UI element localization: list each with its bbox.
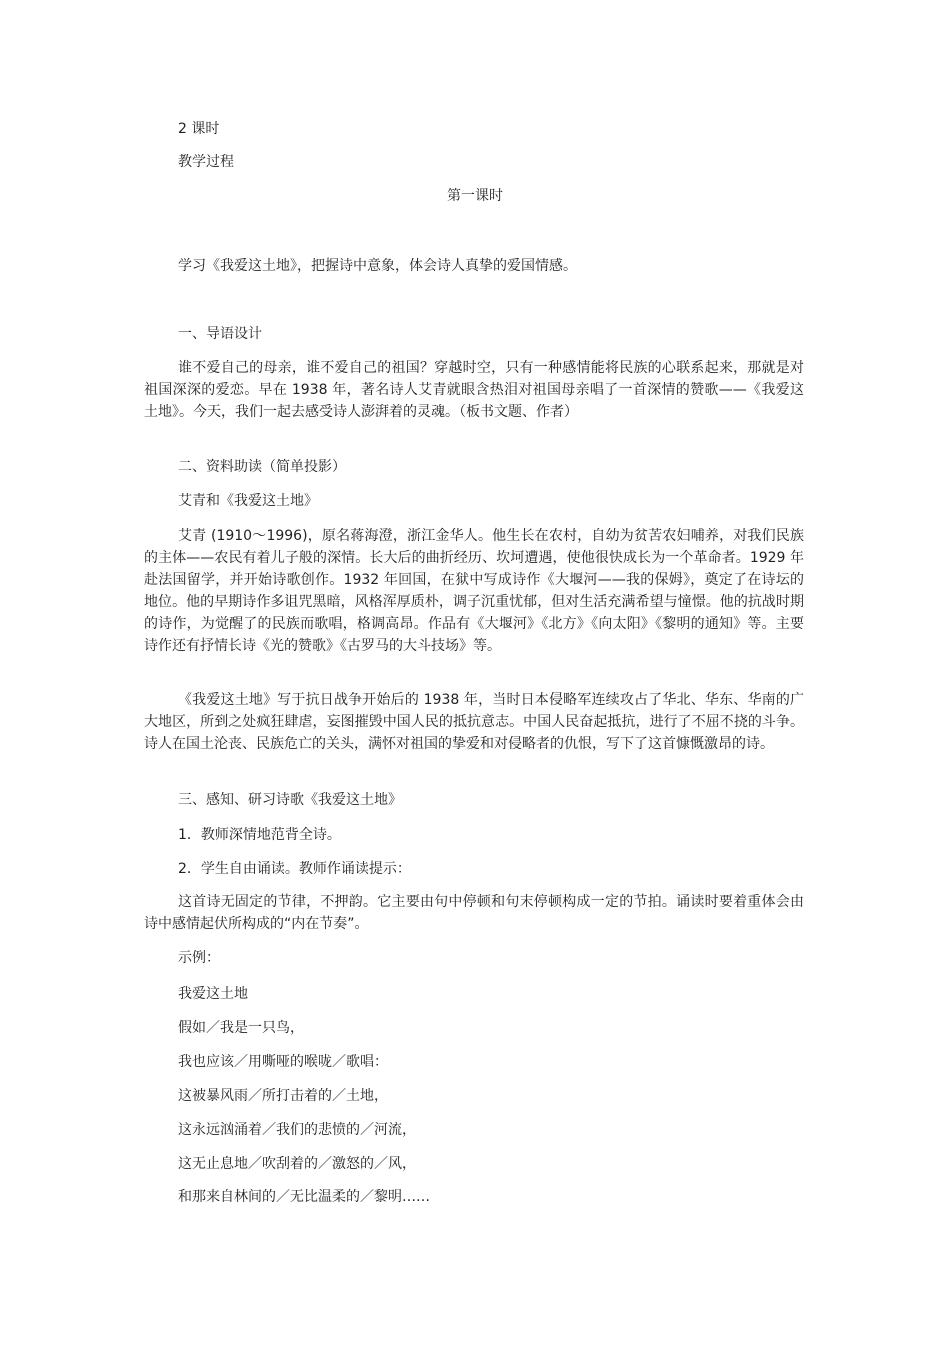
- example-label: 示例：: [178, 950, 220, 966]
- section-heading-materials: 二、资料助读（简单投影）: [178, 459, 346, 475]
- teaching-process-label: 教学过程: [178, 154, 234, 170]
- section-heading-study: 三、感知、研习诗歌《我爱这土地》: [178, 792, 402, 808]
- aiqing-bio-paragraph: 艾青 (1910～1996)，原名蒋海澄，浙江金华人。他生长在农村，自幼为贫苦农妇哺养，对我们民族的主体——农民有着儿子般的深情。长大后的曲折经历、坎坷遭遇，使他很快成长为一个革命者。1929 年赴法国留学，并开始诗歌创作。1932 年回国，在狱中写成诗作《大堰河——我的保姆》，奠定了在诗坛的地位。他的早期诗作多诅咒黑暗，风格浑厚质朴，调子沉重忧郁，但对生活充满希望与憧憬。他的抗战时期的诗作，为觉醒了的民族而歌唱，格调高昂。作品有《大堰河》《北方》《向太阳》《黎明的通知》等。主要诗作还有抒情长诗《光的赞歌》《古罗马的大斗技场》等。: [144, 528, 804, 654]
- materials-subheading: 艾青和《我爱这土地》: [178, 493, 318, 509]
- recitation-tip-paragraph: 这首诗无固定的节律，不押韵。它主要由句中停顿和句末停顿构成一定的节拍。诵读时要着重体会由诗中感情起伏所构成的“内在节奏”。: [144, 894, 804, 932]
- poem-line: 我也应该／用嘶哑的喉咙／歌唱：: [178, 1054, 388, 1070]
- poem-line: 这被暴风雨／所打击着的／土地，: [178, 1088, 388, 1104]
- poem-title: 我爱这土地: [178, 986, 248, 1002]
- poem-background-paragraph: 《我爱这土地》写于抗日战争开始后的 1938 年，当时日本侵略军连续攻占了华北、华东、华南的广大地区，所到之处疯狂肆虐，妄图摧毁中国人民的抵抗意志。中国人民奋起抵抗，进行了不屈不挠的斗争。诗人在国土沦丧、民族危亡的关头，满怀对祖国的挚爱和对侵略者的仇恨，写下了这首慷慨激昂的诗。: [144, 692, 804, 752]
- poem-line: 和那来自林间的／无比温柔的／黎明……: [178, 1189, 430, 1205]
- class-hours: 2 课时: [178, 121, 220, 137]
- study-step-2: 2．学生自由诵读。教师作诵读提示：: [178, 861, 411, 877]
- poem-line: 这无止息地／吹刮着的／激怒的／风，: [178, 1156, 416, 1172]
- lesson-title: 第一课时: [447, 188, 503, 204]
- intro-paragraph: 谁不爱自己的母亲，谁不爱自己的祖国？穿越时空，只有一种感情能将民族的心联系起来，那就是对祖国深深的爱恋。早在 1938 年，著名诗人艾青就眼含热泪对祖国母亲唱了一首深情的赞歌——《我爱这土地》。今天，我们一起去感受诗人澎湃着的灵魂。（板书文题、作者）: [144, 360, 804, 420]
- study-step-1: 1．教师深情地范背全诗。: [178, 827, 341, 843]
- poem-line: 这永远汹涌着／我们的悲愤的／河流，: [178, 1122, 416, 1138]
- lesson-objective: 学习《我爱这土地》，把握诗中意象，体会诗人真挚的爱国情感。: [178, 258, 577, 274]
- section-heading-intro: 一、导语设计: [178, 326, 262, 342]
- poem-line: 假如／我是一只鸟，: [178, 1020, 304, 1036]
